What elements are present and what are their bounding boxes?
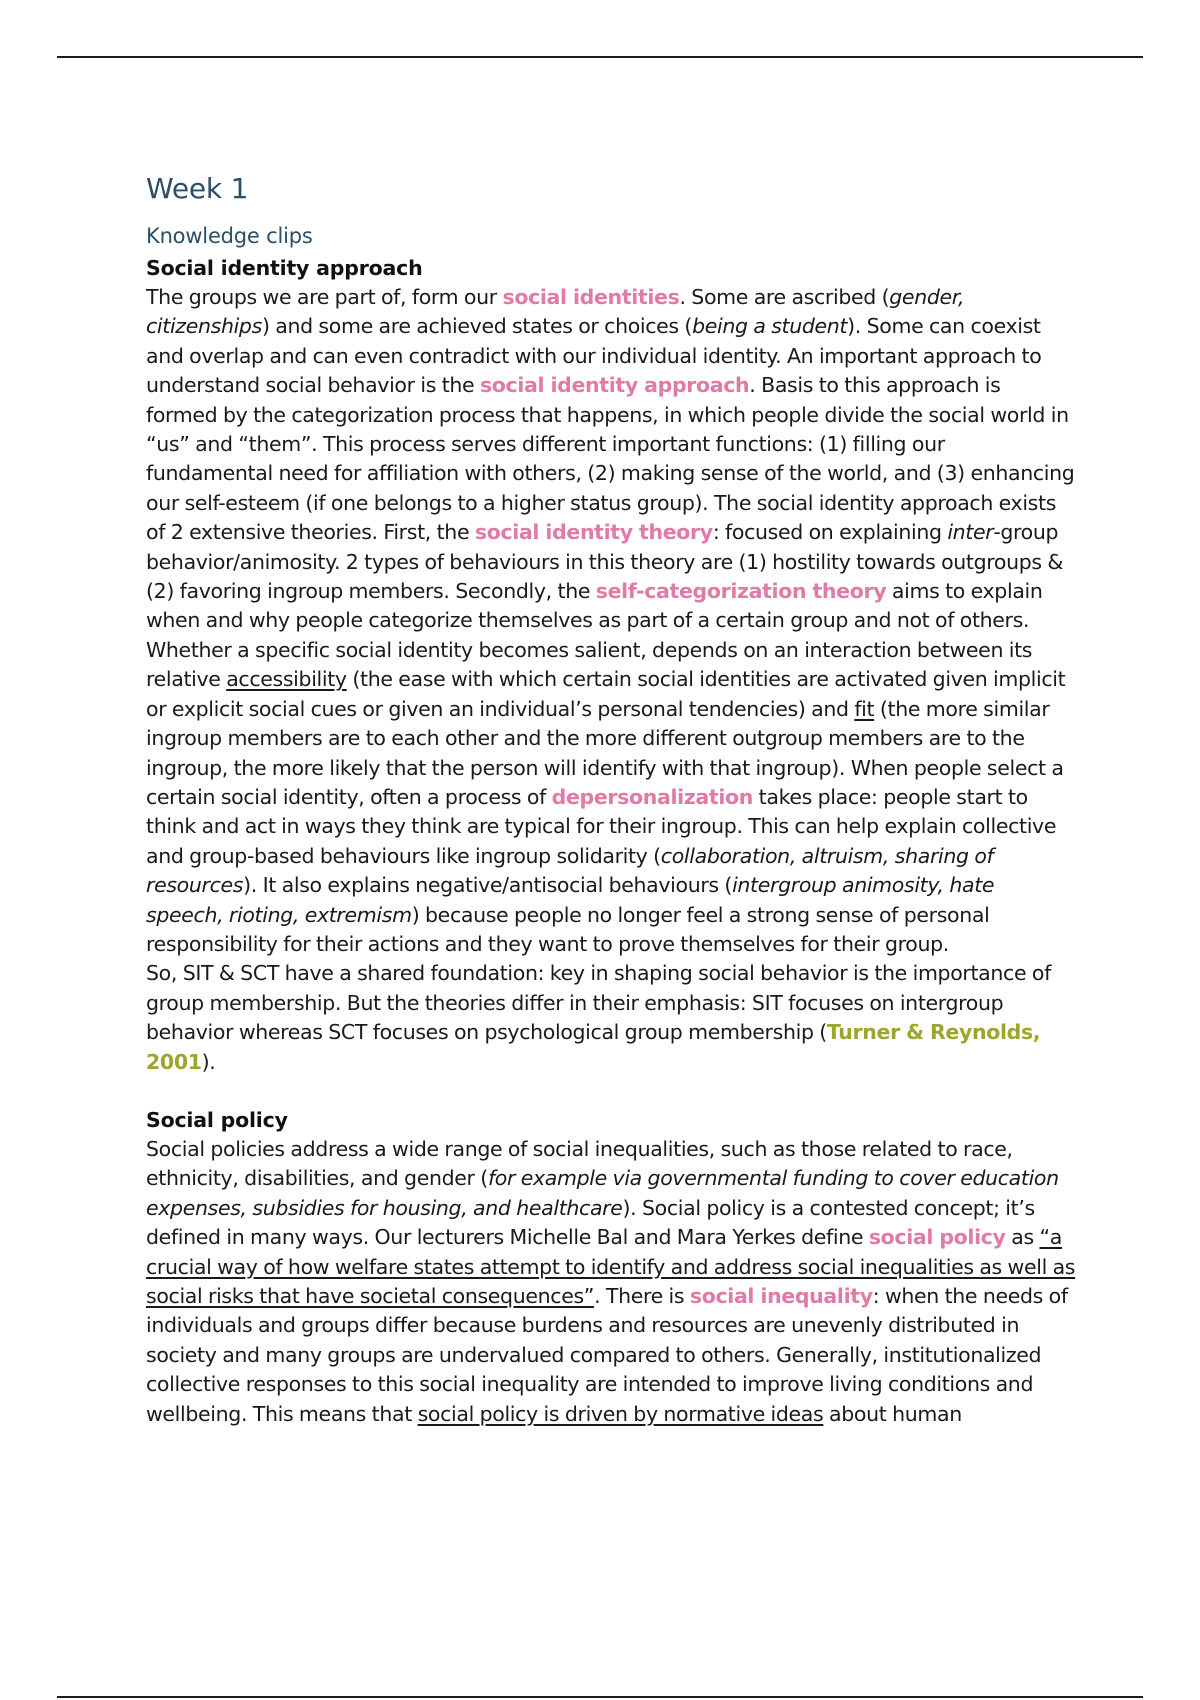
- key-term-social-identities: social identities: [502, 285, 680, 309]
- italic-run: for example via governmental funding to cover education expenses, subsidies for housing, and healthcare: [146, 1166, 1059, 1220]
- key-term-depersonalization: depersonalization: [551, 784, 753, 809]
- paragraph-social-identity: [146, 283, 1076, 959]
- footer-rule: [57, 1696, 1143, 1698]
- italic-run: inter: [947, 520, 994, 545]
- key-term-social-identity-approach: social identity approach: [479, 373, 750, 398]
- text-run: . Some are ascribed (: [679, 285, 890, 309]
- italic-run: intergroup animosity, hate speech, rioting, extremism: [146, 873, 995, 927]
- citation-turner-reynolds: Turner & Reynolds, 2001: [146, 1020, 1041, 1074]
- text-run: ).: [201, 1049, 216, 1074]
- key-term-social-inequality: social inequality: [689, 1284, 873, 1308]
- document-body: [146, 170, 1076, 1429]
- text-run: -group behavior/animosity. 2 types of behaviours in this theory are (1) hostility towards outgroups & (2) favoring ingroup members. Secondly, the: [146, 520, 1064, 604]
- underlined-fit: fit: [854, 696, 875, 721]
- page-title: Week 1: [146, 172, 249, 205]
- paragraph-social-policy: [146, 1135, 1076, 1429]
- header-rule: [57, 56, 1143, 58]
- key-term-social-policy: social policy: [868, 1225, 1006, 1250]
- text-run: about human: [823, 1401, 962, 1426]
- key-term-social-identity-theory: social identity theory: [474, 520, 713, 545]
- text-run: (the more similar ingroup members are to each other and the more different outgroup members are to the ingroup, the more likely that the person will identify with that ingroup). When people select a certain social identity, often a process of: [146, 696, 1064, 809]
- text-run: ) and some are achieved states or choices (: [261, 314, 693, 339]
- text-run: . Basis to this approach is formed by the categorization process that happens, in which people divide the social world in “us” and “them”. This process serves different important functions: (1) filling our fundamental need for affiliation with others, (2) making sense of the world, and (3) enhancing our self-esteem (if one belongs to a higher status group). The social identity approach exists of 2 extensive theories. First, the: [146, 373, 1075, 545]
- italic-run: collaboration, altruism, sharing of resources: [146, 843, 994, 898]
- text-run: (the ease with which certain social identities are activated given implicit or explicit social cues or given an individual’s personal tendencies) and: [146, 667, 1066, 721]
- text-run: . There is: [594, 1284, 690, 1308]
- underlined-normative-ideas: social policy is driven by normative ideas: [417, 1401, 824, 1426]
- text-run: ) because people no longer feel a strong sense of personal responsibility for their actions and they want to prove themselves for their group.: [146, 902, 990, 956]
- text-run: : focused on explaining: [712, 520, 948, 545]
- key-term-self-categorization-theory: self-categorization theory: [595, 579, 887, 604]
- text-run: ). It also explains negative/antisocial behaviours (: [243, 873, 733, 898]
- text-run: The groups we are part of, form our: [146, 285, 503, 309]
- text-run: Social policies address a wide range of social inequalities, such as those related to race, ethnicity, disabilities, and gender (: [146, 1136, 1013, 1191]
- text-run: takes place: people start to think and act in ways they think are typical for their ingroup. This can help explain collective and group-based behaviours like ingroup solidarity (: [146, 784, 1057, 868]
- section-title-social-identity-approach: Social identity approach: [146, 256, 423, 280]
- italic-run: being a student: [692, 314, 848, 339]
- text-run: as: [1005, 1225, 1040, 1250]
- text-run: So, SIT & SCT have a shared foundation: key in shaping social behavior is the importance of group membership. But the theories differ in their emphasis: SIT focuses on intergroup behavior whereas SCT focuses on psychological group membership (: [146, 961, 1051, 1045]
- text-run: : when the needs of individuals and groups differ because burdens and resources are unevenly distributed in society and many groups are undervalued compared to others. Generally, institutionalized collective responses to this social inequality are intended to improve living conditions and wellbeing. This means that: [146, 1284, 1068, 1426]
- section-title-social-policy: Social policy: [146, 1107, 288, 1132]
- italic-run: gender, citizenships: [146, 285, 965, 339]
- underlined-accessibility: accessibility: [226, 667, 347, 692]
- text-run: ). Some can coexist and overlap and can even contradict with our individual identity. An important approach to understand social behavior is the: [146, 314, 1042, 398]
- paragraph-sit-sct: [146, 959, 1076, 1077]
- text-run: ). Social policy is a contested concept; it’s defined in many ways. Our lecturers Michelle Bal and Mara Yerkes define: [146, 1195, 1035, 1250]
- underlined-definition-quote: “a crucial way of how welfare states attempt to identify and address social inequalities as well as social risks that have societal consequences”: [146, 1225, 1076, 1308]
- text-run: aims to explain when and why people categorize themselves as part of a certain group and not of others. Whether a specific social identity becomes salient, depends on an interaction between its relative: [146, 579, 1043, 692]
- section-subheading: Knowledge clips: [146, 224, 313, 248]
